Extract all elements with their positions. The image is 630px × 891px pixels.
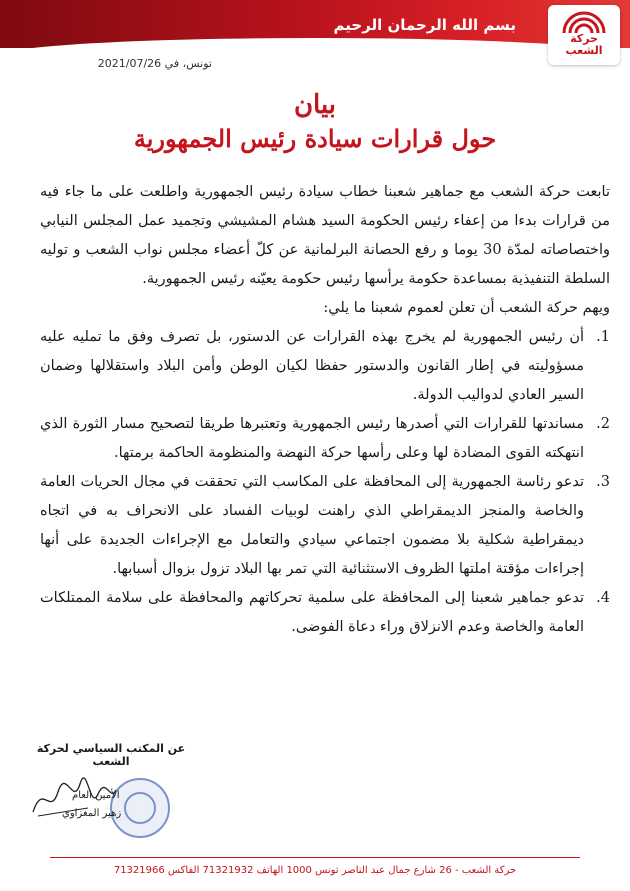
basmala: بسم الله الرحمان الرحيم <box>333 16 516 34</box>
party-logo <box>548 5 620 65</box>
logo-arcs-icon <box>552 7 616 35</box>
list-item <box>40 410 610 468</box>
signature-role: الأمين العام <box>72 790 120 801</box>
logo-text <box>548 33 620 57</box>
list-item <box>40 468 610 584</box>
item-text: تدعو جماهير شعبنا إلى المحافظة على سلمية تحركاتهم والمحافظة على سلامة الممتلكات العامة والخاصة وعدم الانزلاق وراء دعاة الفوضى. <box>40 590 584 635</box>
signature-block <box>26 742 196 768</box>
list-item <box>40 584 610 642</box>
item-text: أن رئيس الجمهورية لم يخرج بهذه القرارات عن الدستور، بل تصرف وفق ما تمليه عليه مسؤوليته في إطار القانون والدستور حفظا لكيان الوطن وأمن البلاد واستقلالها وضمان السير العادي لدواليب الدولة. <box>40 329 584 403</box>
item-text: مساندتها للقرارات التي أصدرها رئيس الجمهورية وتعتبرها طريقا لتصحيح مسار الثورة الذي انتهكته القوى المضادة لها وعلى رأسها حركة النهضة والمنظومة الحاكمة برمتها. <box>40 416 584 461</box>
lead-paragraph: ويهم حركة الشعب أن تعلن لعموم شعبنا ما يلي: <box>323 300 610 316</box>
document-body <box>40 178 610 642</box>
item-number: 2. <box>596 416 610 432</box>
signature-office: عن المكتب السياسي لحركة الشعب <box>36 742 186 768</box>
footer-contact: حركة الشعب - 26 شارع جمال عبد الناصر تونس 1000 الهاتف 71321932 الفاكس 71321966 <box>113 865 517 876</box>
item-number: 1. <box>596 329 610 345</box>
footer-divider <box>50 857 580 858</box>
list-item <box>40 323 610 410</box>
logo-text-line2: الشعب <box>565 44 603 57</box>
document-date: تونس، في 2021/07/26 <box>97 57 212 70</box>
logo-text-line1: حركة <box>570 32 598 45</box>
item-text: تدعو رئاسة الجمهورية إلى المحافظة على المكاسب التي تحققت في مجال الحريات العامة والخاصة والمنجز الديمقراطي الذي راهنت لوبيات الفساد على الانحراف به في اتجاه ديمقراطية شكلية بلا مضمون اجتماعي سيادي والتعامل مع الإجراءات الجديدة على أنها إجراءات مؤقتة املتها الظروف الاستثنائية التي تمر بها البلاد تزول بزوال أسبابها. <box>40 474 584 577</box>
intro-paragraph: تابعت حركة الشعب مع جماهير شعبنا خطاب سيادة رئيس الجمهورية واطلعت على ما جاء فيه من قرارات بدءا من إعفاء رئيس الحكومة السيد هشام المشيشي وتجميد عمل المجلس النيابي واختصاصاته لمدّة 30 يوما و رفع الحصانة البرلمانية عن كلّ أعضاء مجلس نواب الشعب و توليه السلطة التنفيذية بمساعدة حكومة يرأسها رئيس حكومة يعيّنه رئيس الجمهورية. <box>40 184 610 287</box>
item-number: 4. <box>596 590 610 606</box>
item-number: 3. <box>596 474 610 490</box>
title-statement: بيان <box>293 90 337 120</box>
signature-name: زهير المغزاوي <box>62 808 122 819</box>
stamp-inner-ring <box>124 792 156 824</box>
title-subject: حول قرارات سيادة رئيس الجمهورية <box>133 124 497 153</box>
